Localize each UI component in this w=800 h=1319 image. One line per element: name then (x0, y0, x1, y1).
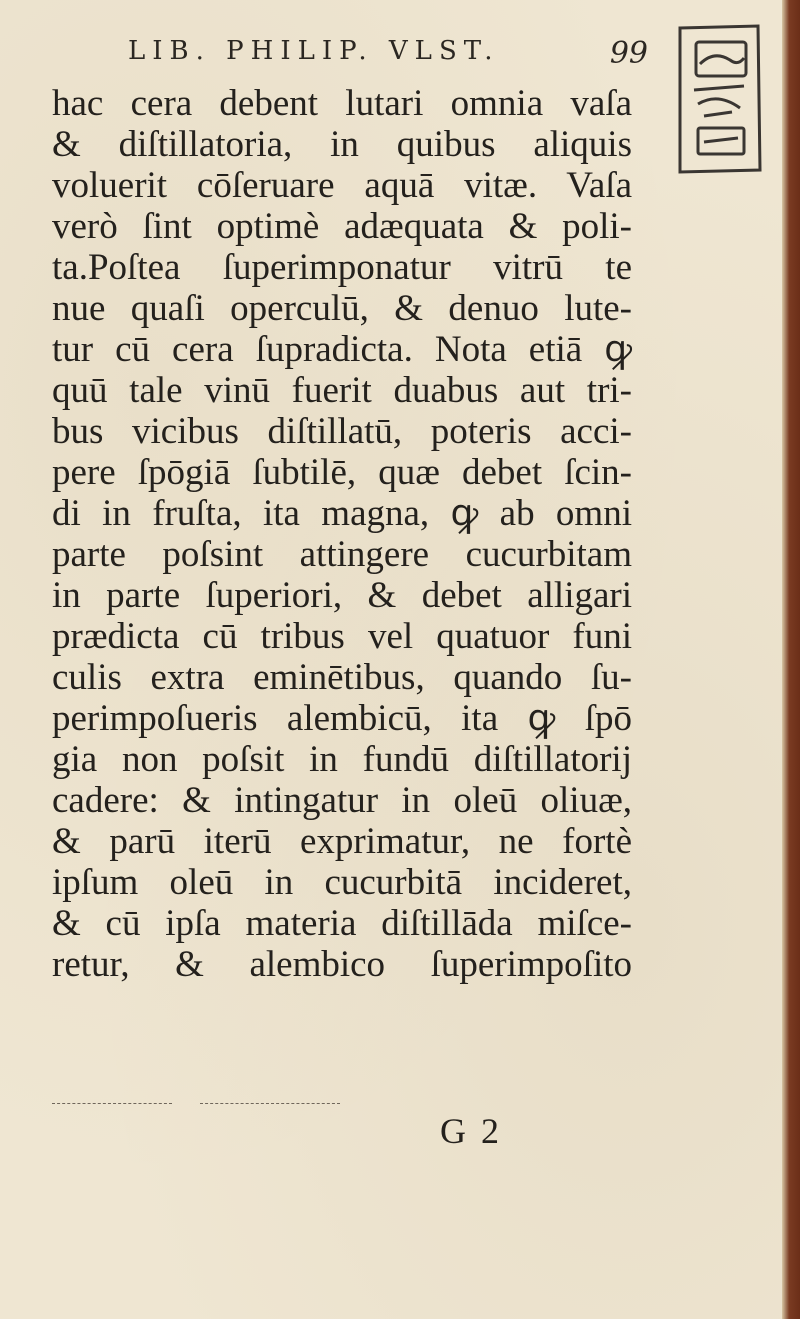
text-line: perimpoſueris alembicū, ita ꝙ ſpō (52, 698, 632, 739)
text-line: & diſtillatoria, in quibus aliquis (52, 124, 632, 165)
text-line: prædicta cū tribus vel quatuor funi (52, 616, 632, 657)
text-line: pere ſpōgiā ſubtilē, quæ debet ſcin- (52, 452, 632, 493)
text-line: voluerit cōſeruare aquā vitæ. Vaſa (52, 165, 632, 206)
text-line: hac cera debent lutari omnia vaſa (52, 83, 632, 124)
body-text (52, 83, 632, 985)
text-line: nue quaſi operculū, & denuo lute- (52, 288, 632, 329)
text-line: quū tale vinū fuerit duabus aut tri- (52, 370, 632, 411)
text-line: parte poſsint attingere cucurbitam (52, 534, 632, 575)
text-line: cadere: & intingatur in oleū oliuæ, (52, 780, 632, 821)
footer-rule (52, 1103, 172, 1104)
text-line: bus vicibus diſtillatū, poteris acci- (52, 411, 632, 452)
text-line: ta.Poſtea ſuperimponatur vitrū te (52, 247, 632, 288)
text-line: di in fruſta, ita magna, ꝙ ab omni (52, 493, 632, 534)
text-line: retur, & alembico ſuperimpoſito (52, 944, 632, 985)
page-number: 99 (609, 36, 648, 71)
page-edge (782, 0, 800, 1319)
library-stamp-icon (674, 20, 762, 176)
footer-rule (200, 1103, 340, 1104)
text-line: ipſum oleū in cucurbitā incideret, (52, 862, 632, 903)
text-line: tur cū cera ſupradicta. Nota etiā ꝙ (52, 329, 632, 370)
text-line: & parū iterū exprimatur, ne fortè (52, 821, 632, 862)
signature-mark: G 2 (440, 1111, 502, 1151)
text-line: verò ſint optimè adæquata & poli- (52, 206, 632, 247)
text-line: in parte ſuperiori, & debet alligari (52, 575, 632, 616)
running-head: LIB. PHILIP. VLST. (128, 36, 500, 66)
text-line: culis extra eminētibus, quando ſu- (52, 657, 632, 698)
text-line: & cū ipſa materia diſtillāda miſce- (52, 903, 632, 944)
page-header (128, 36, 648, 76)
text-line: gia non poſsit in fundū diſtillatorij (52, 739, 632, 780)
